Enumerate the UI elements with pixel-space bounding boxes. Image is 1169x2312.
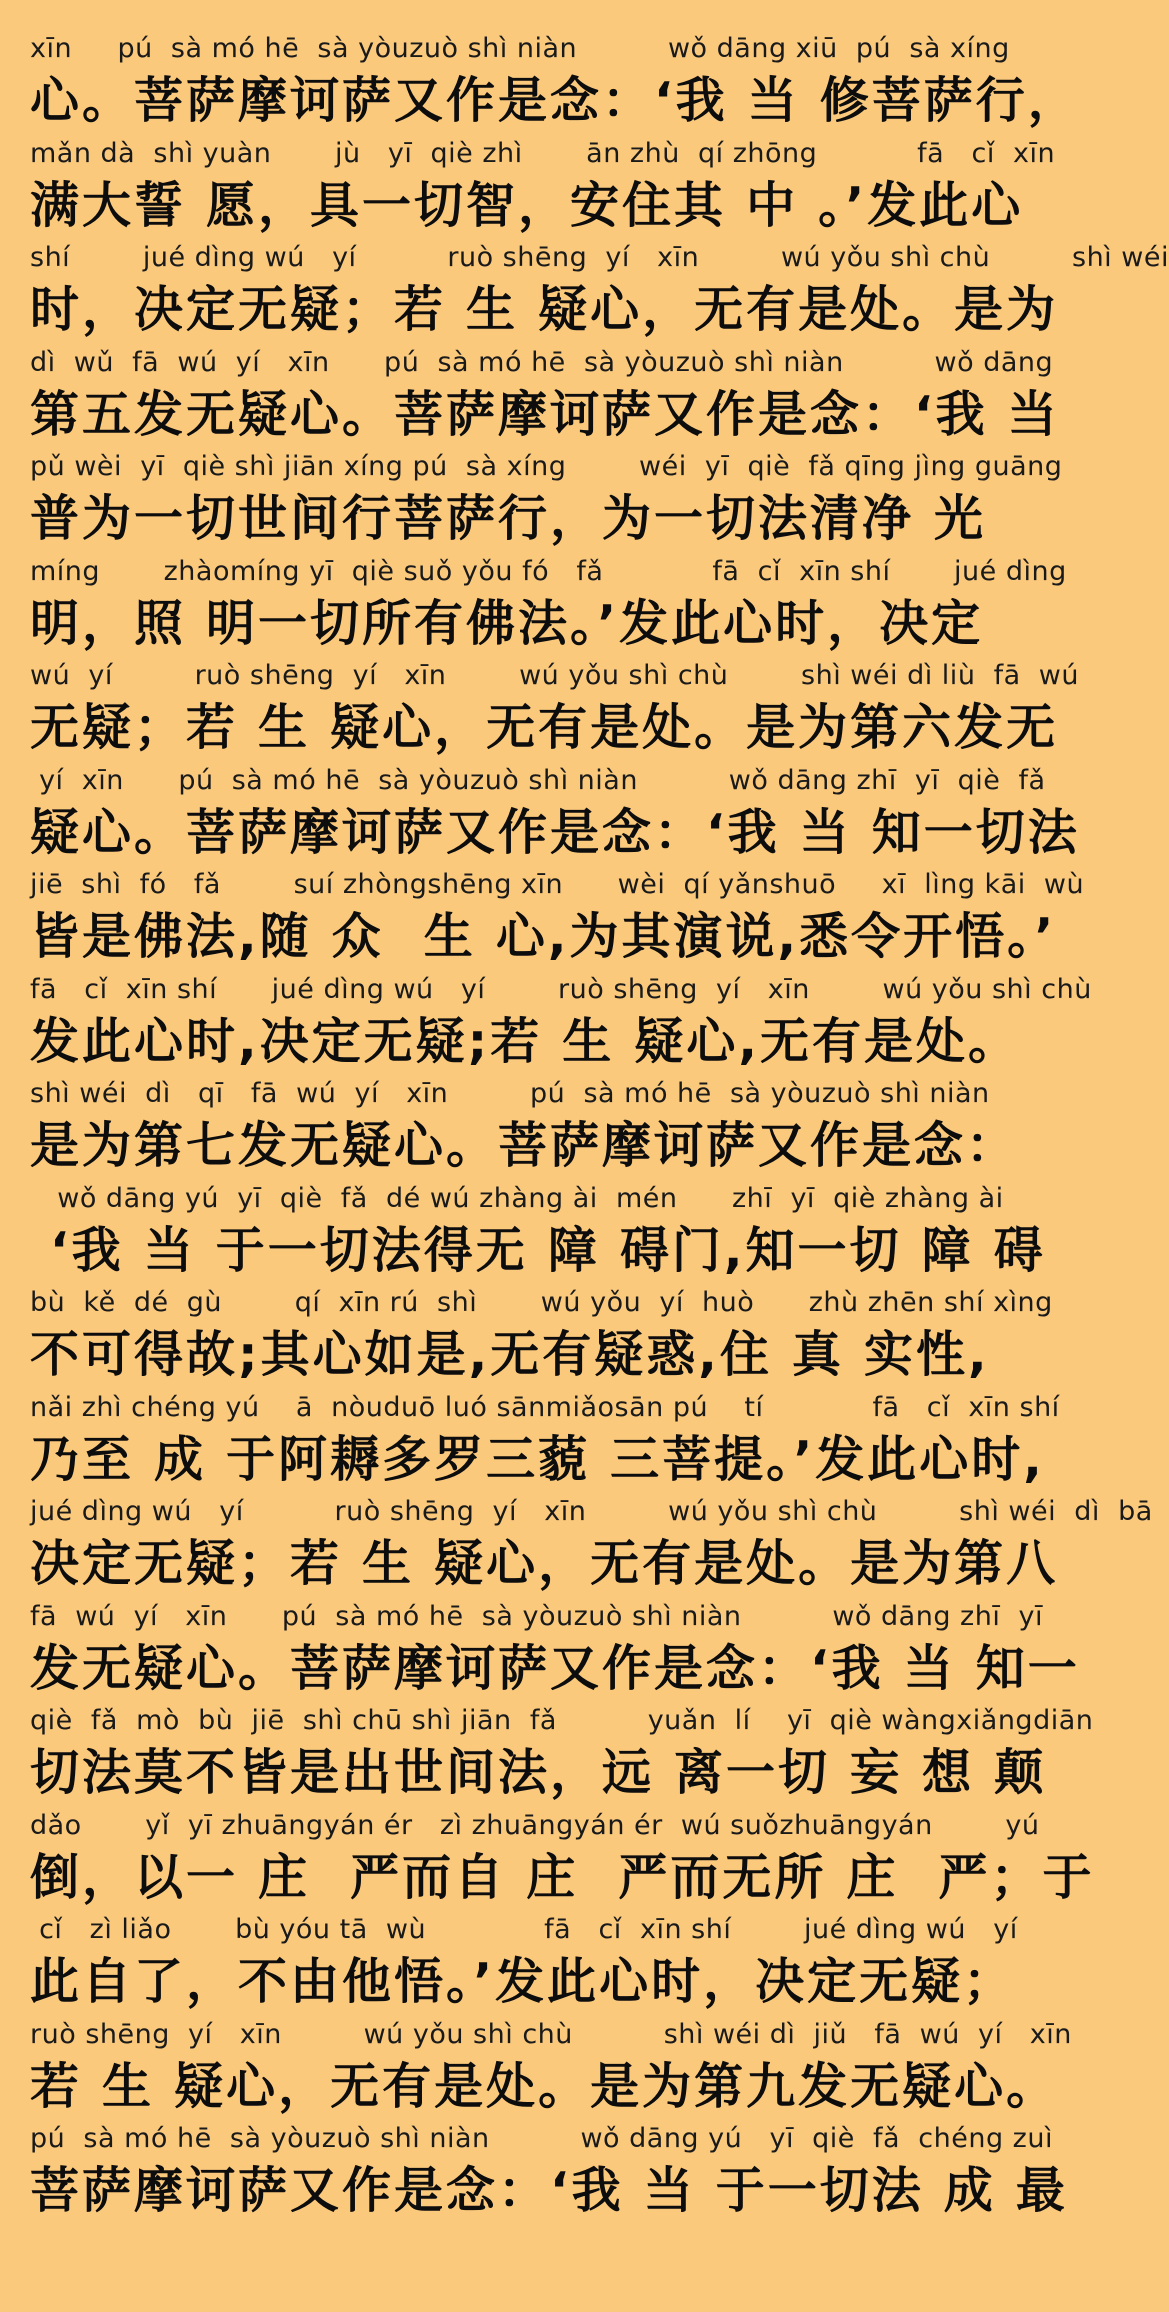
hanzi-row: 满大誓 愿，具一切智，安住其 中 。’发此心 (30, 176, 1024, 234)
hanzi-row: 此自了，不由他悟。’发此心时，决定无疑； (30, 1953, 1016, 2010)
hanzi-row: 明，照 明一切所有佛法。’发此心时，决定 (30, 594, 984, 652)
hanzi-row: 普为一切世间行菩萨行，为一切法清净 光 (30, 490, 987, 547)
text-line (30, 971, 1092, 1076)
text-line (30, 866, 1085, 971)
pinyin-row: cǐ zì liǎo bù yóu tā wù fā cǐ xīn shí jué dìng wú yí (30, 1914, 1018, 1945)
pinyin-row: qiè fǎ mò bù jiē shì chū shì jiān fǎ yuǎn lí yī qiè wàngxiǎngdiān (30, 1705, 1094, 1736)
pinyin-row: míng zhàomíng yī qiè suǒ yǒu fó fǎ fā cǐ xīn shí jué dìng (30, 555, 1067, 587)
text-line (30, 239, 1169, 344)
text-line (30, 657, 1080, 762)
text-line (30, 448, 1063, 553)
text-line (30, 1075, 1050, 1180)
hanzi-row: 决定无疑；若 生 疑心，无有是处。是为第八 (30, 1535, 1059, 1592)
text-line (30, 1180, 1050, 1285)
hanzi-row: 倒，以一 庄 严而自 庄 严而无所 庄 严；于 (30, 1848, 1095, 1906)
pinyin-row: shí jué dìng wú yí ruò shēng yí xīn wú yǒu shì chù shì wéi (30, 242, 1169, 273)
hanzi-row: 切法莫不皆是出世间法，远 离一切 妄 想 颠 (30, 1744, 1047, 1801)
hanzi-row: 发此心时,决定无疑;若 生 疑心,无有是处。 (30, 1012, 1020, 1070)
pinyin-row: pǔ wèi yī qiè shì jiān xíng pú sà xíng wéi yī qiè fǎ qīng jìng guāng (30, 451, 1063, 482)
pinyin-row: fā cǐ xīn shí jué dìng wú yí ruò shēng yí xīn wú yǒu shì chù (30, 973, 1092, 1005)
pinyin-row: dǎo yǐ yī zhuāngyán ér zì zhuāngyán ér wú suǒzhuāngyán yú (30, 1809, 1040, 1841)
pinyin-row: nǎi zhì chéng yú ā nòuduō luó sānmiǎosān pú tí fā cǐ xīn shí (30, 1391, 1060, 1423)
pinyin-row: shì wéi dì qī fā wú yí xīn pú sà mó hē sà yòuzuò shì niàn (30, 1078, 990, 1109)
text-line (30, 2016, 1072, 2121)
text-line (30, 2120, 1068, 2225)
pinyin-row: pú sà mó hē sà yòuzuò shì niàn wǒ dāng yú yī qiè fǎ chéng zuì (30, 2123, 1053, 2154)
scripture-page (0, 30, 1169, 2312)
hanzi-row: 发无疑心。菩萨摩诃萨又作是念：‘我 当 知一 (30, 1639, 1080, 1697)
text-line (30, 553, 1067, 658)
hanzi-row: 皆是佛法,随 众 生 心,为其演说,悉令开悟。’ (30, 908, 1057, 965)
pinyin-row: yí xīn pú sà mó hē sà yòuzuò shì niàn wǒ dāng zhī yī qiè fǎ (30, 764, 1046, 796)
hanzi-row: 时，决定无疑；若 生 疑心，无有是处。是为 (30, 281, 1059, 338)
hanzi-row: 心。菩萨摩诃萨又作是念：‘我 当 修菩萨行， (30, 72, 1080, 129)
text-line (30, 762, 1080, 867)
hanzi-row: 不可得故;其心如是,无有疑惑,住 真 实性, (30, 1326, 990, 1383)
text-line (30, 30, 1080, 135)
hanzi-row: 第五发无疑心。菩萨摩诃萨又作是念：‘我 当 (30, 385, 1060, 443)
pinyin-row: xīn pú sà mó hē sà yòuzuò shì niàn wǒ dāng xiū pú sà xíng (30, 33, 1010, 64)
text-line (30, 1284, 1053, 1389)
hanzi-row: 乃至 成 于阿耨多罗三藐 三菩提。’发此心时, (30, 1430, 1045, 1488)
text-line (30, 1389, 1060, 1494)
text-line (30, 344, 1060, 449)
pinyin-row: mǎn dà shì yuàn jù yī qiè zhì ān zhù qí zhōng fā cǐ xīn (30, 137, 1056, 169)
pinyin-row: jué dìng wú yí ruò shēng yí xīn wú yǒu shì chù shì wéi dì bā (30, 1496, 1153, 1527)
pinyin-row: wú yí ruò shēng yí xīn wú yǒu shì chù shì wéi dì liù fā wú (30, 660, 1080, 691)
hanzi-row: 菩萨摩诃萨又作是念：‘我 当 于一切法 成 最 (30, 2162, 1068, 2219)
pinyin-row: jiē shì fó fǎ suí zhòngshēng xīn wèi qí yǎnshuō xī lìng kāi wù (30, 869, 1085, 900)
hanzi-row: ‘我 当 于一切法得无 障 碍门,知一切 障 碍 (30, 1221, 1046, 1279)
text-line (30, 1598, 1080, 1703)
pinyin-row: dì wǔ fā wú yí xīn pú sà mó hē sà yòuzuò shì niàn wǒ dāng (30, 346, 1054, 378)
text-line (30, 1493, 1153, 1598)
text-line (30, 1702, 1094, 1807)
hanzi-row: 无疑；若 生 疑心，无有是处。是为第六发无 (30, 699, 1059, 756)
text-line (30, 135, 1056, 240)
text-line (30, 1911, 1050, 2016)
hanzi-row: 是为第七发无疑心。菩萨摩诃萨又作是念： (30, 1117, 1019, 1174)
text-line (30, 1807, 1095, 1912)
pinyin-row: ruò shēng yí xīn wú yǒu shì chù shì wéi dì jiǔ fā wú yí xīn (30, 2018, 1072, 2050)
hanzi-row: 疑心。菩萨摩诃萨又作是念：‘我 当 知一切法 (30, 803, 1080, 861)
pinyin-row: wǒ dāng yú yī qiè fǎ dé wú zhàng ài mén zhī yī qiè zhàng ài (30, 1182, 1004, 1214)
hanzi-row: 若 生 疑心，无有是处。是为第九发无疑心。 (30, 2057, 1059, 2115)
pinyin-row: fā wú yí xīn pú sà mó hē sà yòuzuò shì niàn wǒ dāng zhī yī (30, 1600, 1043, 1632)
pinyin-row: bù kě dé gù qí xīn rú shì wú yǒu yí huò zhù zhēn shí xìng (30, 1287, 1053, 1318)
